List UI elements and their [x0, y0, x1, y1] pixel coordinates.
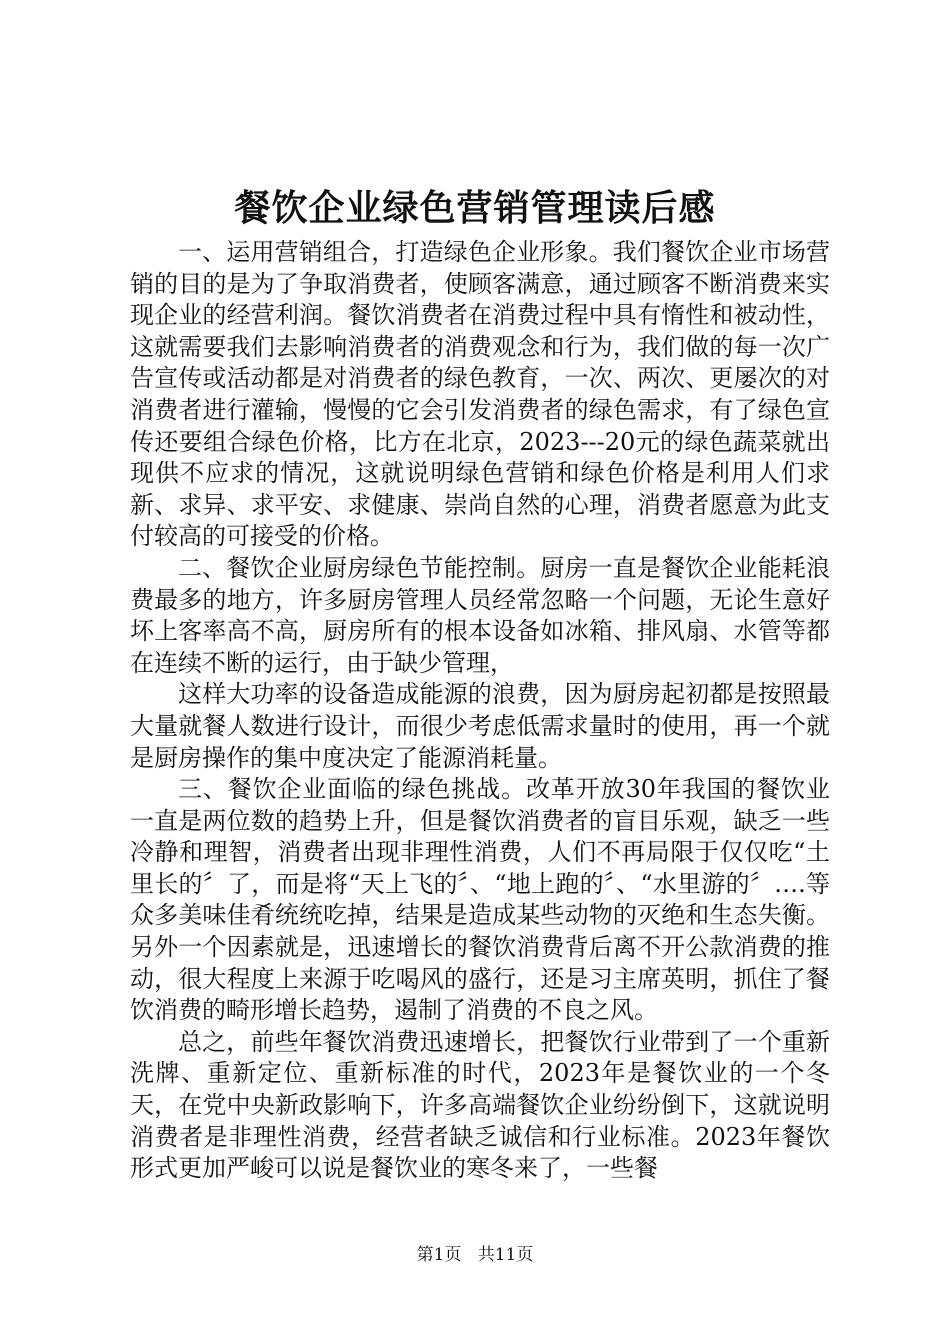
- paragraph-2: 二、餐饮企业厨房绿色节能控制。厨房一直是餐饮企业能耗浪费最多的地方，许多厨房管理人员经常忽略一个问题，无论生意好坏上客率高不高，厨房所有的根本设备如冰箱、排风扇、水管等都在连续不断的运行，由于缺少管理，: [130, 553, 830, 677]
- paragraph-5: 总之，前些年餐饮消费迅速增长，把餐饮行业带到了一个重新洗牌、重新定位、重新标准的时代，2023年是餐饮业的一个冬天，在党中央新政影响下，许多高端餐饮企业纷纷倒下，这就说明消费者是非理性消费，经营者缺乏诚信和行业标准。2023年餐饮形式更加严峻可以说是餐饮业的寒冬来了，一些餐: [130, 1027, 830, 1183]
- paragraph-1: 一、运用营销组合，打造绿色企业形象。我们餐饮企业市场营销的目的是为了争取消费者，使顾客满意，通过顾客不断消费来实现企业的经营利润。餐饮消费者在消费过程中具有惰性和被动性，这就需要我们去影响消费者的消费观念和行为，我们做的每一次广告宣传或活动都是对消费者的绿色教育，一次、两次、更屡次的对消费者进行灌输，慢慢的它会引发消费者的绿色需求，有了绿色宣传还要组合绿色价格，比方在北京，2023---20元的绿色蔬菜就出现供不应求的情况，这就说明绿色营销和绿色价格是利用人们求新、求异、求平安、求健康、崇尚自然的心理，消费者愿意为此支付较高的可接受的价格。: [130, 238, 830, 551]
- paragraph-4: 三、餐饮企业面临的绿色挑战。改革开放30年我国的餐饮业一直是两位数的趋势上升，但是餐饮消费者的盲目乐观，缺乏一些冷静和理智，消费者出现非理性消费，人们不再局限于仅仅吃“土里长的〞了，而是将“天上飞的〞、“地上跑的〞、“水里游的〞….等众多美味佳肴统统吃掉，结果是造成某些动物的灭绝和生态失衡。另外一个因素就是，迅速增长的餐饮消费背后离不开公款消费的推动，很大程度上来源于吃喝风的盛行，还是习主席英明，抓住了餐饮消费的畸形增长趋势，遏制了消费的不良之风。: [130, 775, 830, 1025]
- paragraph-3: 这样大功率的设备造成能源的浪费，因为厨房起初都是按照最大量就餐人数进行设计，而很少考虑低需求量时的使用，再一个就是厨房操作的集中度决定了能源消耗量。: [130, 680, 830, 772]
- page-number: 第1页: [416, 1245, 462, 1265]
- page-spacer: [467, 1245, 472, 1265]
- page-footer: [0, 1243, 950, 1267]
- page-total: 共11页: [477, 1245, 534, 1265]
- document-body: [130, 237, 830, 1185]
- document-title: 餐饮企业绿色营销管理读后感: [234, 187, 716, 229]
